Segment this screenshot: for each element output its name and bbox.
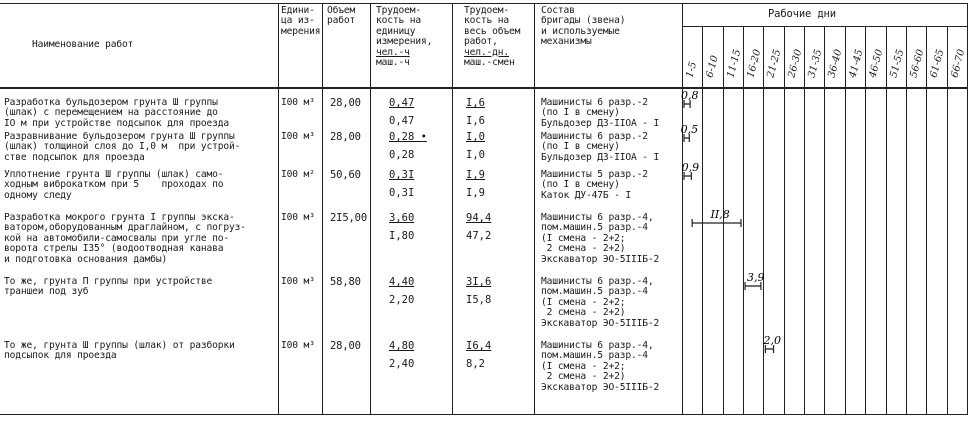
day-column-label: 56-60 [908,48,927,79]
row-5-labor-total-bot: 8,2 [466,358,485,370]
gantt-bar-2 [682,161,700,180]
row-1-labor-unit-top: 0,28 • [389,131,427,143]
row-2-labor-total-bot: I,9 [466,187,485,199]
header-labor-unit-bot: маш.-ч [376,57,410,69]
day-column-label: 21-25 [765,48,784,79]
header-labor-unit-top: чел.-ч [376,46,410,58]
row-2-unit: I00 м² [281,169,315,180]
row-1-unit: I00 м³ [281,131,315,142]
header-labor-total-line1: Трудоем- [464,5,510,16]
row-3-unit: I00 м³ [281,212,315,223]
day-column-label: 6-10 [704,54,721,79]
gantt-bar-3 [692,208,741,227]
row-1-name: Разравнивание бульдозером грунта Ш группы (шлак) толщиной слоя до I,0 м при устрой- стве подсыпок для проезда [4,131,241,163]
row-4-labor-unit-top: 4,40 [389,276,415,288]
header-labor-total-top: чел.-дн. [464,46,510,58]
row-2-labor-total-top: I,9 [466,169,485,181]
row-1-crew: Машинисты 6 разр.-2 (по I в смену) Бульдозер ДЗ-IIOA - I [541,131,660,163]
gantt-bar-label: II,8 [710,208,730,221]
row-4-labor-total-bot: I5,8 [466,294,492,306]
header-labor-unit-line2: кость на [376,15,422,27]
day-column-label: 1-5 [684,60,700,79]
gantt-bar-0 [681,89,699,108]
gantt-bar-4 [745,271,764,290]
row-1-labor-unit-bot: 0,28 [389,149,415,161]
gantt-bar-1 [681,123,699,142]
row-4-unit: I00 м³ [281,276,315,287]
row-4-volume: 58,80 [330,276,361,288]
header-labor-unit-line3: единицу [376,25,416,37]
row-3-labor-total-bot: 47,2 [466,230,492,242]
row-2-name: Уплотнение грунта Ш группы (шлак) само- ходным виброкатком при 5 проходах по одному следу [4,169,224,201]
row-5-labor-unit-bot: 2,40 [389,358,415,370]
header-unit: Едини- ца из- мерения [281,5,321,37]
row-3-labor-total-top: 94,4 [466,212,492,224]
row-0-labor-total-top: I,6 [466,97,485,109]
row-5-unit: I00 м³ [281,340,315,351]
row-0-volume: 28,00 [330,97,361,109]
day-column-label: 66-70 [949,48,968,79]
day-column-label: 31-35 [806,48,825,79]
day-column-label: 46-50 [867,48,886,79]
row-5-name: То же, грунта Ш группы (шлак) от разборки подсыпок для проезда [4,340,235,362]
gantt-bar-label: 3,9 [746,271,765,284]
header-labor-unit-line4: измерения, [376,36,433,48]
gantt-bar-label: 0,8 [681,89,699,102]
row-3-labor-unit-top: 3,60 [389,212,415,224]
gantt-bar-label: 0,9 [681,161,700,174]
gantt-bar-5 [762,334,781,353]
day-column-label: 26-30 [786,48,805,79]
row-4-crew: Машинисты 6 разр.-4, пом.машин.5 разр.-4 (I смена - 2+2; 2 смена - 2+2) Экскаватор ЭО-5IIIБ-2 [541,276,660,329]
row-2-labor-unit-top: 0,3I [389,169,415,181]
row-0-name: Разработка бульдозером грунта Ш группы (шлак) с перемещением на расстояние до IO м при устройстве подсыпок для проезда [4,97,230,129]
header-volume: Объем работ [327,5,356,27]
row-0-labor-total-bot: I,6 [466,115,485,127]
row-5-volume: 28,00 [330,340,361,352]
row-5-crew: Машинисты 6 разр.-4, пом.машин.5 разр.-4 (I смена - 2+2; 2 смена - 2+2) Экскаватор ЭО-5IIIБ-2 [541,340,660,393]
row-5-labor-total-top: I6,4 [466,340,492,352]
day-column-label: 61-65 [928,48,947,79]
row-4-labor-unit-bot: 2,20 [389,294,415,306]
header-workdays: Рабочие дни [768,8,836,20]
row-1-labor-total-top: I,0 [466,131,485,143]
row-3-labor-unit-bot: I,80 [389,230,415,242]
row-0-unit: I00 м³ [281,97,315,108]
row-0-crew: Машинисты 6 разр.-2 (по I в смену) Бульдозер ДЗ-IIOA - I [541,97,660,129]
row-3-name: Разработка мокрого грунта I группы экска- ватором,оборудованным драглайном, с погруз- кой на автомобили-самосвалы при угле по- ворота стрелы I35° (водоотводная канава и подготовка основания дамбы) [4,212,246,265]
header-labor-total-bot: маш.-смен [464,57,515,69]
header-name: Наименование работ [32,39,134,50]
row-1-volume: 28,00 [330,131,361,143]
header-labor-total-line4: работ, [464,36,498,48]
header-labor-total-line3: весь объем [464,25,521,37]
row-0-labor-unit-top: 0,47 [389,97,415,109]
day-column-label: 41-45 [847,48,866,79]
day-column-label: 36-40 [826,48,845,79]
header-crew: Состав бригады (звена) и используемые механизмы [541,5,626,48]
row-5-labor-unit-top: 4,80 [389,340,415,352]
day-column-label: 11-15 [725,48,744,79]
row-3-crew: Машинисты 6 разр.-4, пом.машин.5 разр.-4 (I смена - 2+2; 2 смена - 2+2) Экскаватор ЭО-5IIIБ-2 [541,212,660,265]
row-4-labor-total-top: 3I,6 [466,276,492,288]
gantt-bar-label: 2,0 [763,334,781,347]
header-labor-unit-line1: Трудоем- [376,5,422,16]
row-2-volume: 50,60 [330,169,361,181]
row-0-labor-unit-bot: 0,47 [389,115,415,127]
header-labor-total-line2: кость на [464,15,510,27]
row-2-crew: Машинисты 5 разр.-2 (по I в смену) Каток ДУ-47Б - I [541,169,648,201]
day-column-label: 51-55 [888,48,907,79]
gantt-bar-label: 0,5 [680,123,699,136]
day-column-label: 16-20 [745,48,764,79]
row-2-labor-unit-bot: 0,3I [389,187,415,199]
row-1-labor-total-bot: I,0 [466,149,485,161]
row-4-name: То же, грунта П группы при устройстве траншеи под зуб [4,276,213,298]
row-3-volume: 2I5,00 [330,212,368,224]
